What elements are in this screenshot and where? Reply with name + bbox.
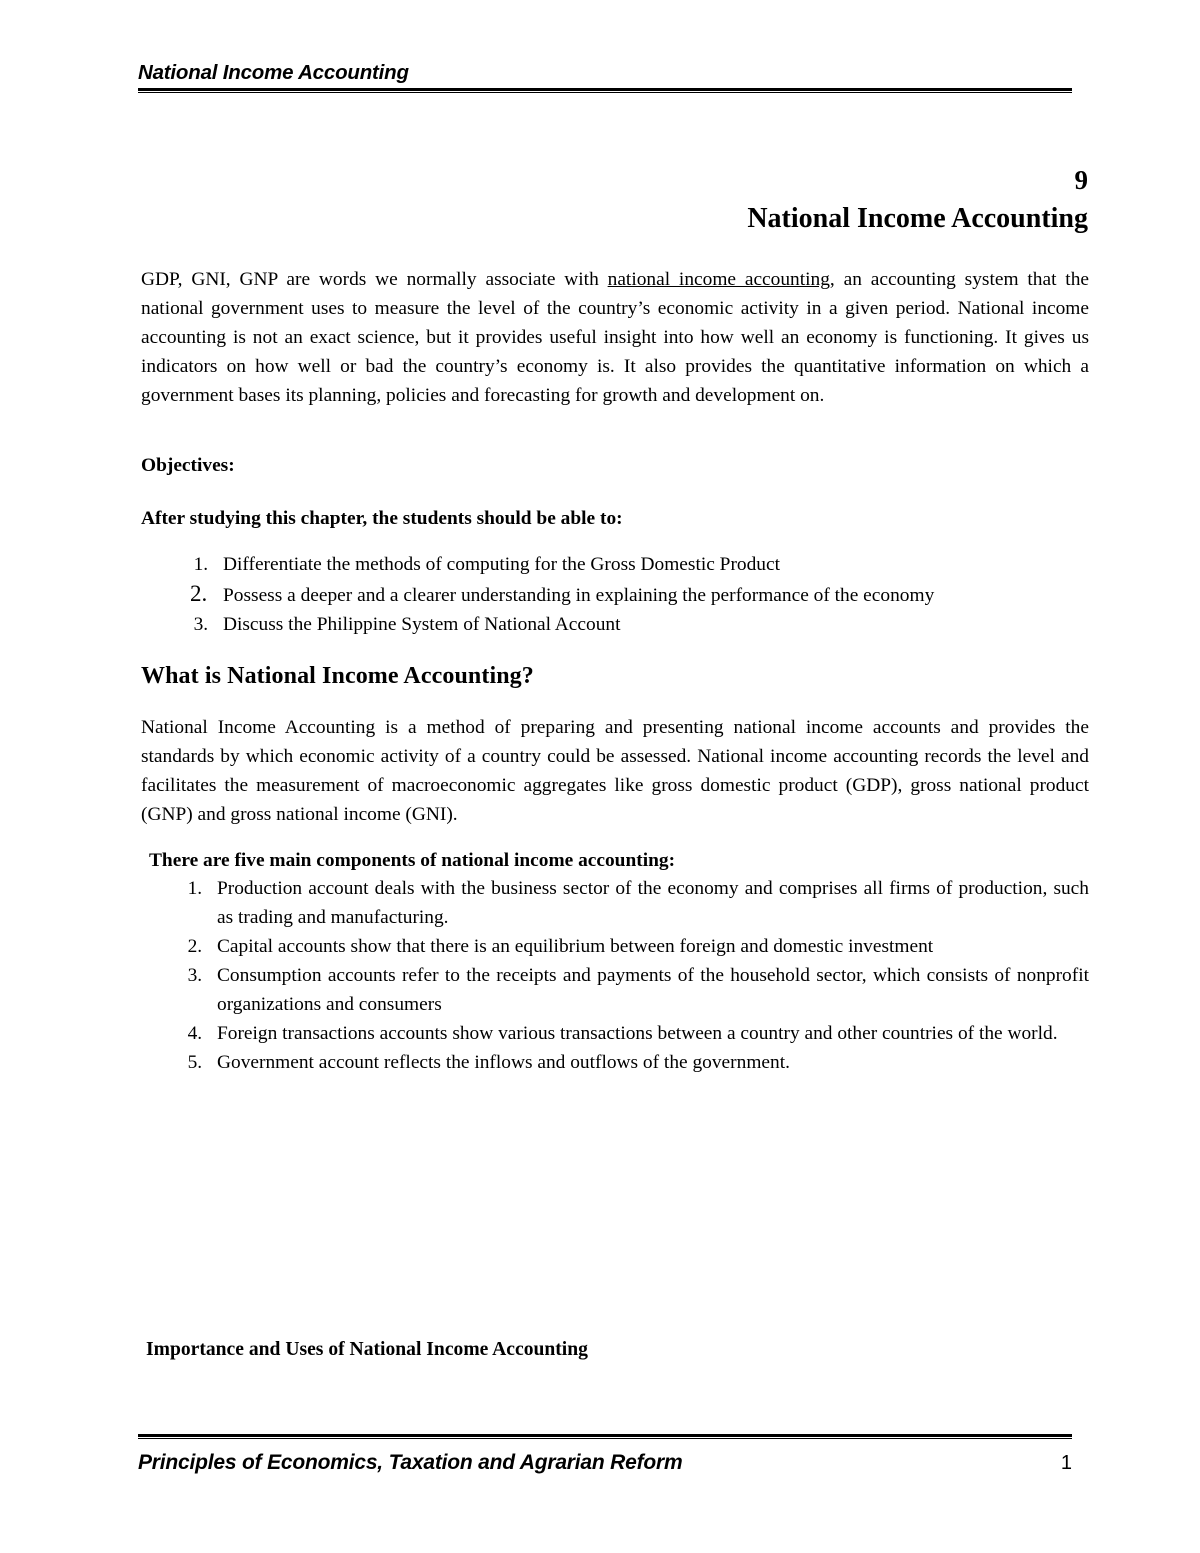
list-item: 1. Production account deals with the business sector of the economy and comprises all firms of production, such as trading and manufacturing.	[207, 874, 1089, 932]
intro-emphasis-term: national income accounting	[607, 269, 830, 290]
objectives-subheading: After studying this chapter, the students should be able to:	[141, 508, 623, 529]
spacer	[141, 532, 1089, 550]
spacer	[141, 829, 1089, 847]
section-heading-importance-and-uses: Importance and Uses of National Income Accounting	[146, 1339, 588, 1360]
objectives-heading: Objectives:	[141, 455, 235, 476]
header-running-title: National Income Accounting	[138, 61, 409, 84]
header-rule	[138, 88, 1072, 93]
section-heading-what-is: What is National Income Accounting?	[141, 663, 534, 689]
page-header	[138, 62, 1072, 93]
list-item: 2. Capital accounts show that there is an equilibrium between foreign and domestic investment	[207, 932, 1089, 961]
list-item: 5. Government account reflects the inflows and outflows of the government.	[207, 1048, 1089, 1077]
footer-page-number: 1	[1060, 1452, 1072, 1474]
list-item: 3. Discuss the Philippine System of National Account	[213, 610, 1089, 639]
spacer	[141, 691, 1089, 713]
spacer	[141, 479, 1089, 505]
intro-paragraph	[141, 265, 1089, 410]
spacer	[141, 639, 1089, 661]
chapter-title: National Income Accounting	[747, 203, 1088, 234]
chapter-number: 9	[1074, 165, 1088, 195]
components-heading: There are five main components of national income accounting:	[149, 850, 676, 871]
list-item: 3. Consumption accounts refer to the receipts and payments of the household sector, which consists of nonprofit organizations and consumers	[207, 961, 1089, 1019]
footer-row	[138, 1451, 1072, 1475]
footer-book-title: Principles of Economics, Taxation and Agrarian Reform	[138, 1451, 683, 1474]
spacer	[141, 410, 1089, 452]
page-footer	[138, 1434, 1072, 1475]
footer-rule	[138, 1434, 1072, 1439]
main-content	[141, 265, 1089, 1077]
what-is-paragraph: National Income Accounting is a method of preparing and presenting national income accounts and provides the standards by which economic activity of a country could be assessed. National income accounting records the level and facilitates the measurement of macroeconomic aggregates like gross domestic product (GDP), gross national product (GNP) and gross national income (GNI).	[141, 717, 1089, 825]
components-list	[141, 874, 1089, 1077]
list-item: 1. Differentiate the methods of computing for the Gross Domestic Product	[213, 550, 1089, 579]
list-item: 4. Foreign transactions accounts show various transactions between a country and other countries of the world.	[207, 1019, 1089, 1048]
intro-text-part1: GDP, GNI, GNP are words we normally associate with	[141, 269, 608, 290]
list-item: 2. Possess a deeper and a clearer understanding in explaining the performance of the economy	[213, 579, 1089, 610]
objectives-list	[141, 550, 1089, 639]
intro-text-part2: , an accounting system that the national government uses to measure the level of the country’s economic activity in a given period. National income accounting is not an exact science, but it provides useful insight into how well an economy is functioning. It gives us indicators on how well or bad the country’s economy is. It also provides the quantitative information on which a government bases its planning, policies and forecasting for growth and development on.	[141, 269, 1089, 406]
